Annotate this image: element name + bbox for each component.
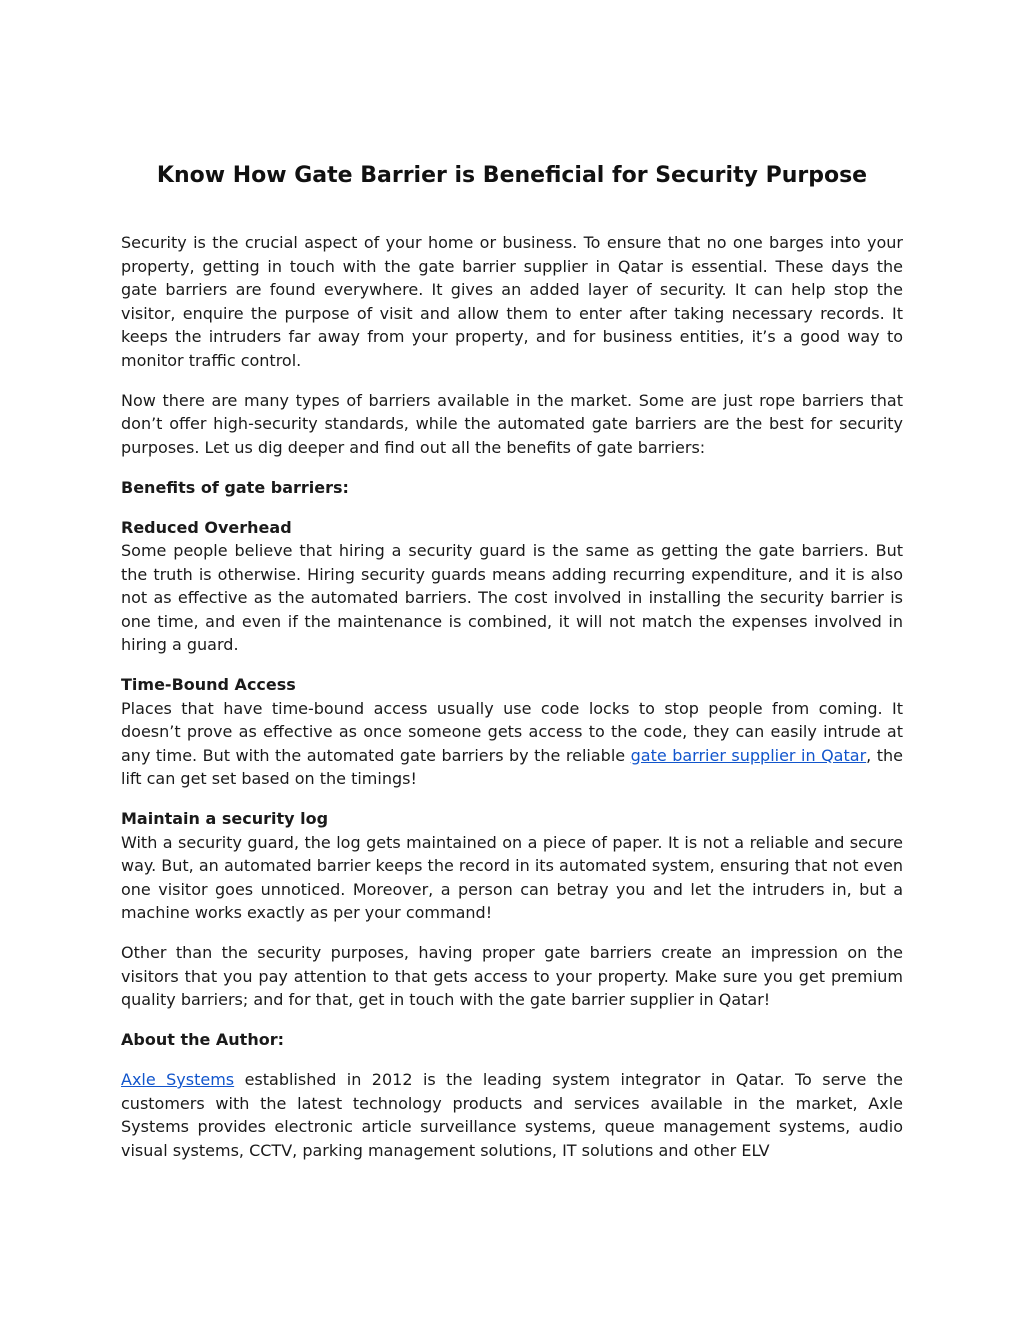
- gate-barrier-supplier-link[interactable]: gate barrier supplier in Qatar: [630, 745, 867, 765]
- security-log-heading: Maintain a security log: [121, 809, 329, 828]
- conclusion-paragraph: Other than the security purposes, having proper gate barriers create an impression on the visitors that you pay attention to that gets access to your property. Make sure you get premium quality barriers; and for that, get in touch with the gate barrier supplier in Qatar!: [121, 943, 903, 1009]
- time-bound-section: [121, 673, 903, 791]
- security-log-section: [121, 807, 903, 925]
- time-bound-text-after: , the lift can get set based on the timings!: [121, 745, 903, 788]
- about-author-paragraph: [121, 1068, 903, 1162]
- axle-systems-link[interactable]: Axle Systems: [121, 1070, 235, 1089]
- security-log-text: With a security guard, the log gets maintained on a piece of paper. It is not a reliable and secure way. But, an automated barrier keeps the record in its automated system, ensuring that not even one visitor goes unnoticed. Moreover, a person can betray you and let the intruders in, but a machine works exactly as per your command!: [121, 832, 903, 922]
- reduced-overhead-heading: Reduced Overhead: [121, 517, 292, 537]
- about-author-text: established in 2012 is the leading system integrator in Qatar. To serve the customers with the latest technology products and services available in the market, Axle Systems provides electronic article surveillance systems, queue management systems, audio visual systems, CCTV, parking management solutions, IT solutions and other ELV: [121, 1070, 903, 1160]
- types-paragraph: Now there are many types of barriers available in the market. Some are just rope barriers that don’t offer high-security standards, while the automated gate barriers are the best for security purposes. Let us dig deeper and find out all the benefits of gate barriers:: [121, 390, 903, 457]
- time-bound-text-before: Places that have time-bound access usually use code locks to stop people from coming. It doesn’t prove as effective as once someone gets access to the code, they can easily intrude at any time. But with the automated gate barriers by the reliable: [121, 698, 903, 765]
- about-author-heading: About the Author:: [121, 1030, 284, 1049]
- document-body: [121, 231, 903, 1179]
- document-title: Know How Gate Barrier is Beneficial for Security Purpose: [156, 163, 868, 188]
- benefits-heading: Benefits of gate barriers:: [121, 477, 349, 497]
- time-bound-heading: Time-Bound Access: [121, 675, 296, 694]
- reduced-overhead-section: [121, 516, 903, 657]
- reduced-overhead-text: Some people believe that hiring a security guard is the same as getting the gate barriers. But the truth is otherwise. Hiring security guards means adding recurring expenditure, and it is also not as effective as the automated barriers. The cost involved in installing the security barrier is one time, and even if the maintenance is combined, it will not match the expenses involved in hiring a guard.: [121, 541, 903, 654]
- intro-paragraph: Security is the crucial aspect of your home or business. To ensure that no one barges into your property, getting in touch with the gate barrier supplier in Qatar is essential. These days the gate barriers are found everywhere. It gives an added layer of security. It can help stop the visitor, enquire the purpose of visit and allow them to enter after taking necessary records. It keeps the intruders far away from your property, and for business entities, it’s a good way to monitor traffic control.: [121, 233, 903, 370]
